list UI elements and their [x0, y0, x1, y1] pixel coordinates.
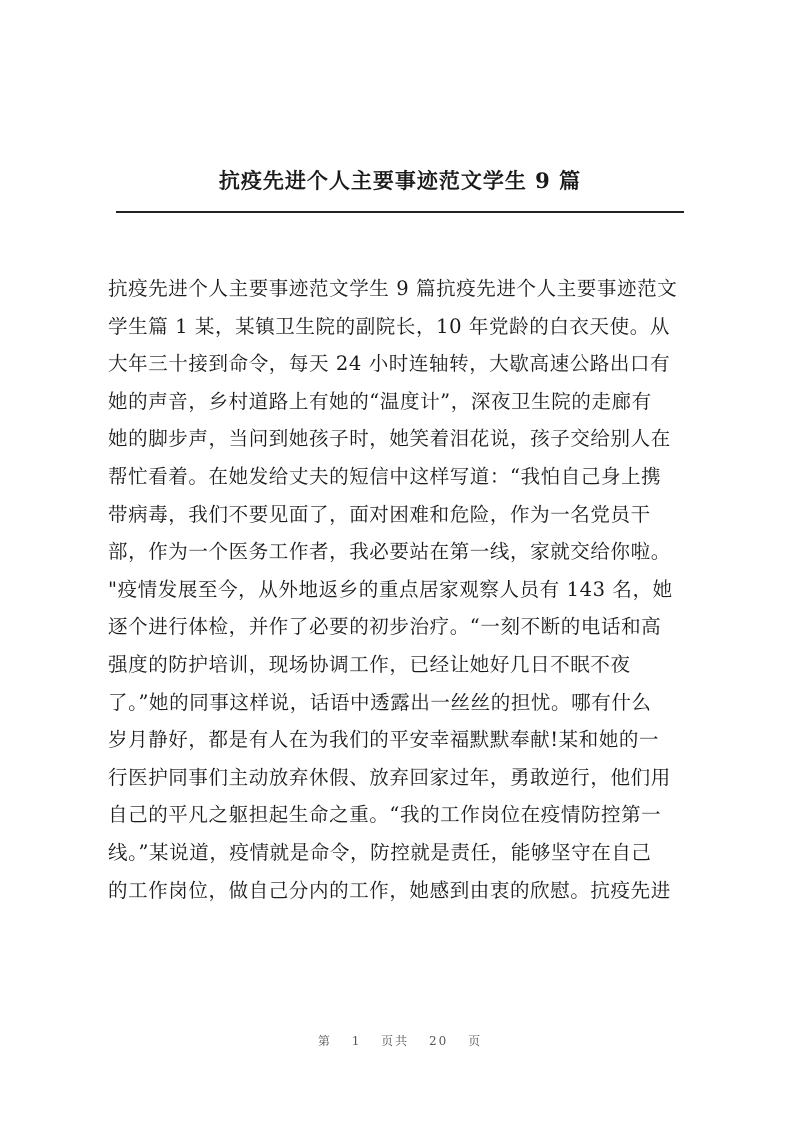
body-line: 的工作岗位，做自己分内的工作，她感到由衷的欣慰。抗疫先进 — [108, 878, 671, 902]
body-line: 自己的平凡之躯担起生命之重。“我的工作岗位在疫情防控第一 — [108, 803, 662, 827]
body-line: "疫情发展至今，从外地返乡的重点居家观察人员有 143 名，她 — [108, 577, 673, 601]
body-line: 她的脚步声，当问到她孩子时，她笑着泪花说，孩子交给别人在 — [108, 427, 671, 451]
body-line: 行医护同事们主动放弃休假、放弃回家过年，勇敢逆行，他们用 — [108, 765, 671, 789]
body-line: 岁月静好，都是有人在为我们的平安幸福默默奉献!某和她的一 — [108, 728, 660, 752]
body-line: 强度的防护培训，现场协调工作，已经让她好几日不眠不夜 — [108, 652, 631, 676]
body-line: 部，作为一个医务工作者，我必要站在第一线，家就交给你啦。 — [108, 540, 671, 564]
body-line: 帮忙看着。在她发给丈夫的短信中这样写道：“我怕自己身上携 — [108, 464, 662, 488]
footer-middle: 页共 — [381, 1034, 410, 1048]
body-line: 大年三十接到命令，每天 24 小时连轴转，大歇高速公路出口有 — [108, 352, 671, 376]
title-divider — [116, 211, 684, 213]
body-line: 学生篇 1 某，某镇卫生院的副院长，10 年党龄的白衣天使。从 — [108, 314, 670, 338]
body-line: 了。”她的同事这样说，话语中透露出一丝丝的担忧。哪有什么 — [108, 690, 652, 714]
body-line: 线。”某说道，疫情就是命令，防控就是责任，能够坚守在自己 — [108, 840, 652, 864]
footer-prefix: 第 — [317, 1034, 332, 1048]
footer-suffix: 页 — [468, 1034, 483, 1048]
body-line: 抗疫先进个人主要事迹范文学生 9 篇抗疫先进个人主要事迹范文 — [108, 277, 678, 300]
body-line: 逐个进行体检，并作了必要的初步治疗。“一刻不断的电话和高 — [108, 615, 662, 639]
document-title: 抗疫先进个人主要事迹范文学生 9 篇 — [218, 168, 582, 193]
page-footer — [0, 1032, 800, 1049]
document-body — [108, 270, 708, 909]
body-line: 她的声音，乡村道路上有她的“温度计”，深夜卫生院的走廊有 — [108, 389, 652, 413]
footer-page-number: 1 — [351, 1034, 362, 1048]
footer-total-pages: 20 — [429, 1034, 449, 1048]
body-line: 带病毒，我们不要见面了，面对困难和危险，作为一名党员干 — [108, 502, 651, 526]
